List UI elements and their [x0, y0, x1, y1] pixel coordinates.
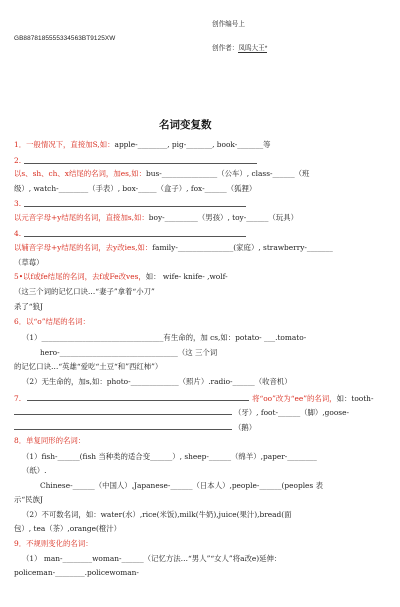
rule-5-label: 5•以f或fe结尾的名词，去f或Fe改ves， [14, 272, 146, 281]
rule-8-line-3: Chinese-______（中国人）,Japanese-______（日本人）,people-______(peoples 表 [40, 481, 323, 490]
rule-7-number: 7. [14, 394, 22, 403]
rule-8-line-2: （纸）. [22, 466, 47, 475]
rule-7-examples-b: （牙）, foot-______（脚）,goose- [234, 408, 349, 417]
rule-3-line-b [14, 214, 298, 221]
rule-4-number: 4. [14, 229, 22, 238]
rule-1 [14, 141, 271, 148]
page-title: 名词变复数 [159, 119, 212, 131]
rule-2-label: 以s、sh、ch、x结尾的名词，加es,如： [14, 169, 147, 178]
rule-6-line-1: （1）_________________________________有生命的，加 cs,如：potato- ___.tomato- [22, 333, 307, 342]
rule-1-label: 1．一般情况下，直接加S,如： [14, 140, 115, 149]
rule-3-number: 3. [14, 199, 22, 208]
rule-4-label: 以辅音字母+y结尾的名词，去y改ies,如： [14, 243, 153, 252]
rule-6-mnemonic: 的记忆口诀…“英雄“爱吃“土豆“和”西红柿”） [14, 362, 163, 371]
author-name: 凤呜大王* [238, 45, 268, 52]
rule-7-line-b [14, 408, 349, 416]
rule-9-line-2: policeman-________.policewoman- [14, 568, 139, 577]
rule-7-examples: 如：tooth- [336, 394, 374, 403]
rule-6-label: 6．以“o”结尾的名词： [14, 317, 90, 326]
rule-3-label: 以元音字母+y结尾的名词，直接加s,如： [14, 213, 149, 222]
doc-number-label: 创作编号上 [212, 21, 245, 28]
rule-7-blank-b [14, 408, 232, 415]
rule-5-mnemonic: （这三个词的记忆口诀…“妻子”拿着“小刀” [14, 287, 155, 296]
rule-3-blank-line [24, 206, 246, 207]
rule-4-line-b [14, 244, 333, 251]
rule-7-examples-c: （鹅） [234, 423, 257, 432]
rule-8-label: 8．单复同形的名词： [14, 436, 86, 445]
document-id: GB8878185555334563BT9125XW [14, 35, 116, 42]
rule-3-examples: boy-_________（男孩）, toy-______（玩具） [148, 213, 298, 222]
rule-8-line-1: （1）fish-______(fish 当种类的适合变______）, sheep-______（绵羊）,paper-________ [22, 452, 317, 461]
rule-6-line-3: （2）无生命的，加s,如：photo-_____________（照片）.radio-______（收音机） [22, 377, 292, 386]
author-line [212, 46, 267, 53]
rule-4-examples: family-_______________(家庭）, strawberry-_______ [152, 243, 333, 252]
rule-7 [14, 394, 373, 402]
rule-1-examples: apple-________, pig-_______, book-_______等 [114, 140, 271, 149]
rule-5-examples: 如： wife- knife- ,wolf- [145, 272, 228, 281]
author-label: 创作者： [212, 45, 239, 52]
rule-4-line-c: （草莓） [14, 258, 44, 267]
rule-2-examples: bus-_______________（公车）, class-______（班 [146, 169, 310, 178]
rule-8-line-6: 包）, tea（茶）,orange(橙汁） [14, 524, 122, 533]
rule-7-blank [27, 394, 249, 401]
rule-9-label: 9．不规则变化的名词： [14, 539, 93, 548]
rule-5-mnemonic-end: 杀了“狼J [14, 302, 43, 311]
rule-7-blank-c [14, 423, 232, 430]
rule-2-line-c: 级）, watch-________（手表）, box-_____（盒子）, fox-______（狐狸） [14, 184, 257, 193]
rule-8-line-4: 示“民族J [14, 495, 43, 504]
rule-9-line-1: （1） man-________woman-______（记忆方法…“男人”“女人”将a改e)延伸： [22, 554, 282, 563]
rule-7-line-c [14, 423, 256, 431]
rule-4-blank-line [24, 236, 246, 237]
rule-6-line-2: hero-________________________________（这 三个词 [40, 348, 218, 357]
rule-7-label: 将“oo”改为“ee”的名词， [252, 394, 337, 403]
rule-2-number: 2. [14, 156, 22, 165]
rule-8-line-5: （2）不可数名词，如：water(水）,rice(米饭),milk(牛奶),juice(果汁),bread(面 [22, 510, 292, 519]
rule-2-blank-line [24, 163, 257, 164]
rule-2-line-b [14, 170, 309, 177]
rule-5 [14, 273, 228, 280]
